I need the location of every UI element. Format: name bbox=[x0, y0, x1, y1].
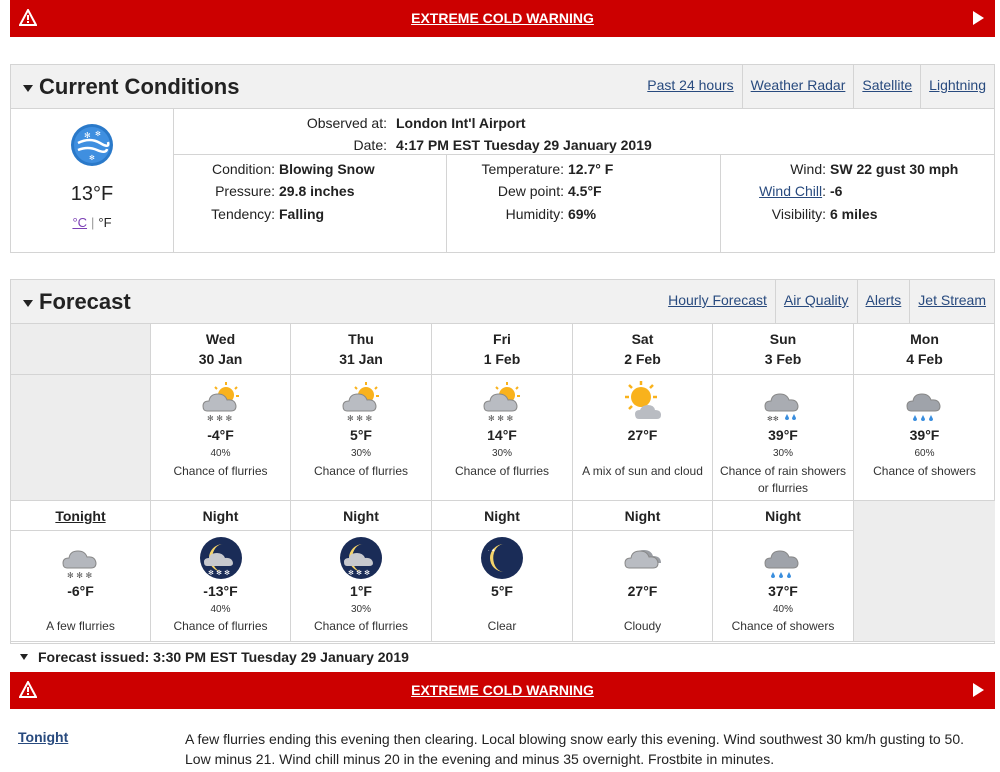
play-icon[interactable] bbox=[973, 683, 984, 697]
day-forecast[interactable] bbox=[713, 375, 854, 501]
forecast-title: Forecast bbox=[39, 289, 131, 314]
current-conditions-body bbox=[11, 109, 994, 252]
svg-text:✻ ✻ ✻: ✻ ✻ ✻ bbox=[348, 569, 371, 577]
day-summary: Chance of flurries bbox=[313, 464, 409, 478]
current-conditions-panel bbox=[10, 64, 995, 253]
day-pop: 30% bbox=[772, 448, 793, 459]
observation-info bbox=[174, 109, 994, 155]
day-date: 31 Jan bbox=[339, 351, 383, 367]
dewpoint-label: Dew point: bbox=[497, 183, 564, 199]
cloudy-icon bbox=[621, 536, 665, 580]
day-temp: 39°F bbox=[768, 427, 798, 443]
humidity-value: 69% bbox=[568, 206, 597, 222]
current-conditions-header bbox=[11, 65, 994, 109]
showers-icon bbox=[903, 379, 947, 423]
day-summary: A mix of sun and cloud bbox=[582, 464, 703, 478]
svg-text:· ✦: · ✦ bbox=[488, 548, 496, 554]
collapse-icon[interactable] bbox=[20, 654, 28, 660]
night-temp: -13°F bbox=[203, 583, 238, 599]
air-quality-link[interactable]: Air Quality bbox=[775, 280, 857, 324]
day-name: Fri bbox=[493, 331, 511, 347]
night-summary: Chance of flurries bbox=[313, 619, 409, 633]
observed-value: London Int'l Airport bbox=[396, 115, 526, 131]
moon-cloud-snow-icon bbox=[199, 536, 243, 580]
night-temp: -6°F bbox=[67, 583, 94, 599]
day-date: 30 Jan bbox=[198, 351, 243, 367]
showers-icon bbox=[761, 536, 805, 580]
night-label: Night bbox=[343, 508, 379, 524]
collapse-icon[interactable] bbox=[23, 300, 33, 307]
night-temp: 37°F bbox=[768, 583, 798, 599]
weather-radar-link[interactable]: Weather Radar bbox=[742, 65, 854, 109]
night-temp: 5°F bbox=[491, 583, 513, 599]
warning-link[interactable]: EXTREME COLD WARNING bbox=[411, 682, 594, 698]
night-forecast[interactable] bbox=[713, 531, 854, 642]
unit-toggle: °C | °F bbox=[72, 215, 112, 230]
night-label: Night bbox=[765, 508, 801, 524]
svg-text:✻ ✻ ✻: ✻ ✻ ✻ bbox=[206, 414, 232, 423]
condition-column-1 bbox=[174, 155, 447, 252]
clear-moon-icon bbox=[480, 536, 524, 580]
condition-column-2 bbox=[447, 155, 721, 252]
day-name: Wed bbox=[205, 331, 236, 347]
day-summary: Chance of flurries bbox=[173, 464, 268, 478]
alerts-link[interactable]: Alerts bbox=[857, 280, 910, 324]
day-date: 4 Feb bbox=[906, 351, 943, 367]
day-header bbox=[291, 324, 432, 375]
night-pop: 30% bbox=[350, 604, 371, 615]
day-name: Sun bbox=[769, 331, 797, 347]
svg-text:✻ ✻ ✻: ✻ ✻ ✻ bbox=[66, 571, 92, 580]
day-summary: Chance of flurries bbox=[454, 464, 550, 478]
sun-cloud-snow-icon bbox=[480, 379, 524, 423]
celsius-link[interactable]: °C bbox=[72, 215, 88, 230]
satellite-link[interactable]: Satellite bbox=[853, 65, 920, 109]
day-header bbox=[151, 324, 291, 375]
grid-empty bbox=[854, 501, 995, 642]
wind-label: Wind: bbox=[790, 161, 826, 177]
day-temp: 14°F bbox=[487, 427, 517, 443]
visibility-value: 6 miles bbox=[830, 206, 878, 222]
svg-text:✻: ✻ bbox=[89, 154, 95, 162]
tonight-link[interactable]: Tonight bbox=[55, 508, 106, 524]
night-header bbox=[291, 501, 432, 531]
day-header bbox=[432, 324, 573, 375]
night-forecast[interactable] bbox=[432, 531, 573, 642]
temperature-value: 12.7° F bbox=[568, 161, 614, 177]
day-name: Sat bbox=[631, 331, 654, 347]
forecast-grid bbox=[11, 324, 994, 642]
day-summary: Chance of rain showers or flurries bbox=[719, 464, 847, 495]
day-header bbox=[713, 324, 854, 375]
current-summary bbox=[11, 109, 174, 252]
night-header bbox=[713, 501, 854, 531]
day-forecast[interactable] bbox=[432, 375, 573, 501]
warning-banner-top[interactable] bbox=[10, 0, 995, 37]
day-forecast[interactable] bbox=[573, 375, 713, 501]
humidity-label: Humidity: bbox=[505, 206, 564, 222]
sun-cloud-snow-icon bbox=[339, 379, 383, 423]
hourly-forecast-link[interactable]: Hourly Forecast bbox=[668, 292, 767, 308]
cloud-snow-icon bbox=[59, 536, 103, 580]
play-icon[interactable] bbox=[973, 11, 984, 25]
tendency-value: Falling bbox=[279, 206, 325, 222]
forecast-panel bbox=[10, 279, 995, 644]
day-name: Thu bbox=[348, 331, 374, 347]
night-label: Night bbox=[624, 508, 661, 524]
night-forecast[interactable] bbox=[291, 531, 432, 642]
forecast-links bbox=[660, 280, 994, 324]
day-forecast[interactable] bbox=[151, 375, 291, 501]
day-pop: 40% bbox=[210, 448, 231, 459]
wind-chill-link[interactable]: Wind Chill bbox=[759, 183, 823, 199]
forecast-header bbox=[11, 280, 994, 324]
svg-text:✻ ✻ ✻: ✻ ✻ ✻ bbox=[488, 414, 514, 423]
night-header bbox=[573, 501, 713, 531]
dewpoint-value: 4.5°F bbox=[568, 183, 602, 199]
condition-value: Blowing Snow bbox=[279, 161, 375, 177]
sun-cloud-snow-icon bbox=[199, 379, 243, 423]
svg-text:✻: ✻ bbox=[84, 131, 91, 140]
svg-text:✻✻: ✻✻ bbox=[767, 415, 779, 423]
collapse-icon[interactable] bbox=[23, 85, 33, 92]
forecast-issued[interactable] bbox=[20, 649, 409, 665]
night-forecast[interactable] bbox=[151, 531, 291, 642]
night-temp: 1°F bbox=[350, 583, 372, 599]
svg-text:✻: ✻ bbox=[95, 130, 101, 138]
night-label: Night bbox=[484, 508, 520, 524]
night-pop: 40% bbox=[772, 604, 793, 615]
svg-text:✻ ✻ ✻: ✻ ✻ ✻ bbox=[207, 569, 230, 577]
current-links bbox=[639, 65, 994, 109]
night-summary: Cloudy bbox=[623, 619, 662, 633]
text-forecast-description: A few flurries ending this evening then clearing. Local blowing snow early this evening. Wind southwest 30 km/h gusting to 50. Low minus 21. Wind chill minus 20 in the evening and minus 35 overnight. Frostbite in minutes. bbox=[185, 731, 964, 767]
temperature-label: Temperature: bbox=[481, 161, 564, 177]
night-summary: Chance of showers bbox=[731, 619, 835, 633]
day-pop: 30% bbox=[491, 448, 512, 459]
day-date: 1 Feb bbox=[483, 351, 521, 367]
wind-chill-value: -6 bbox=[830, 183, 843, 199]
night-label bbox=[11, 508, 150, 524]
past-24-hours-link[interactable]: Past 24 hours bbox=[647, 77, 734, 93]
day-forecast[interactable] bbox=[291, 375, 432, 501]
tendency-label: Tendency: bbox=[211, 206, 275, 222]
forecast-issued-text: Forecast issued: 3:30 PM EST Tuesday 29 January 2019 bbox=[38, 649, 409, 665]
day-temp: 5°F bbox=[350, 427, 372, 443]
day-temp: 39°F bbox=[909, 427, 940, 443]
night-header bbox=[151, 501, 291, 531]
day-pop: 30% bbox=[350, 448, 371, 459]
night-header[interactable] bbox=[11, 501, 151, 531]
condition-columns bbox=[174, 155, 994, 252]
day-summary: Chance of showers bbox=[873, 464, 976, 478]
date-value: 4:17 PM EST Tuesday 29 January 2019 bbox=[396, 137, 652, 153]
lightning-link[interactable]: Lightning bbox=[920, 65, 994, 109]
warning-link[interactable]: EXTREME COLD WARNING bbox=[411, 10, 594, 26]
grid-spacer bbox=[11, 375, 151, 501]
day-header bbox=[573, 324, 713, 375]
grid-corner bbox=[11, 324, 151, 375]
fahrenheit-label: °F bbox=[98, 215, 112, 230]
day-date: 3 Feb bbox=[764, 351, 802, 367]
current-temp: 13°F bbox=[70, 183, 114, 205]
day-temp: -4°F bbox=[207, 427, 234, 443]
day-temp: 27°F bbox=[627, 427, 658, 443]
day-pop: 60% bbox=[914, 448, 935, 459]
night-summary: A few flurries bbox=[46, 619, 115, 633]
svg-text:✻ ✻ ✻: ✻ ✻ ✻ bbox=[347, 414, 373, 423]
jet-stream-link[interactable]: Jet Stream bbox=[909, 280, 994, 324]
day-name: Mon bbox=[910, 331, 939, 347]
day-forecast[interactable] bbox=[854, 375, 995, 501]
current-details bbox=[174, 109, 994, 252]
night-pop: 40% bbox=[210, 604, 231, 615]
visibility-label: Visibility: bbox=[771, 206, 826, 222]
blowing-snow-icon bbox=[70, 123, 114, 167]
pressure-value: 29.8 inches bbox=[279, 183, 355, 199]
night-forecast[interactable] bbox=[573, 531, 713, 642]
night-label: Night bbox=[202, 508, 239, 524]
night-forecast[interactable] bbox=[11, 531, 151, 642]
condition-column-3: Wind: SW 22 gust 30 mph Wind Chill: -6 Visibility: 6 miles bbox=[721, 155, 994, 252]
pressure-label: Pressure: bbox=[215, 183, 275, 199]
warning-banner-bottom[interactable] bbox=[10, 672, 995, 709]
night-summary: Chance of flurries bbox=[173, 619, 268, 633]
night-summary: Clear bbox=[487, 619, 517, 633]
current-conditions-title: Current Conditions bbox=[39, 74, 240, 99]
observed-label: Observed at: bbox=[306, 115, 387, 131]
date-label: Date: bbox=[353, 137, 387, 153]
night-temp: 27°F bbox=[627, 583, 658, 599]
day-header bbox=[854, 324, 995, 375]
condition-label: Condition: bbox=[211, 161, 275, 177]
night-header bbox=[432, 501, 573, 531]
day-date: 2 Feb bbox=[624, 351, 661, 367]
text-forecast-period-link[interactable]: Tonight bbox=[18, 729, 69, 745]
wind-value: SW 22 gust 30 mph bbox=[830, 161, 959, 177]
moon-cloud-snow-icon bbox=[339, 536, 383, 580]
rain-snow-icon bbox=[761, 379, 805, 423]
sun-cloud-icon bbox=[621, 379, 665, 423]
